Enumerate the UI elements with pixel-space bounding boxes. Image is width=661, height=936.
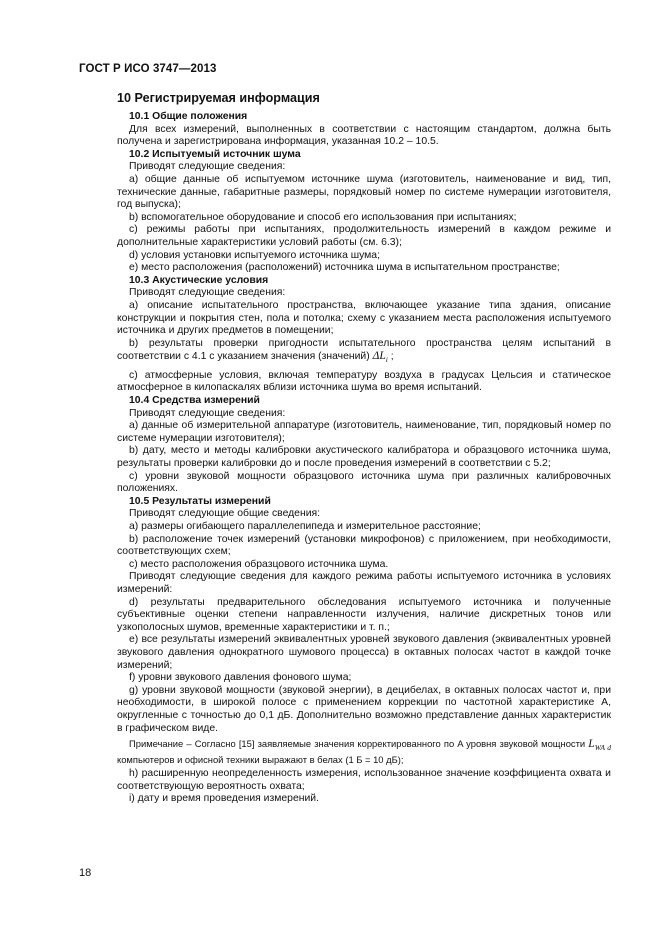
subsection-title-10-5: 10.5 Результаты измерений (129, 495, 271, 507)
list-item: c) атмосферные условия, включая температуру воздуха в градусах Цельсия и статическое атмосферное в килопаскалях вблизи источника шума во время испытаний. (117, 369, 611, 394)
subsection-title-10-2: 10.2 Испытуемый источник шума (129, 148, 301, 160)
list-item: а) общие данные об испытуемом источнике шума (изготовитель, наименование и вид, тип, технические данные, габаритные размеры, порядковый номер по системе нумерации изготовителя, год выпуска); (117, 173, 611, 211)
page-content (117, 91, 611, 806)
list-item: а) размеры огибающего параллелепипеда и измерительное расстояние; (129, 521, 481, 532)
running-header: ГОСТ Р ИСО 3747—2013 (79, 63, 217, 75)
list-item-text: b) результаты проверки пригодности испытательного пространства целям испытаний в соответствии с 4.1 с указанием значения (значений) (117, 337, 611, 363)
list-item: c) режимы работы при испытаниях, продолжительность измерений в каждом режиме и дополнительные характеристики условий работы (см. 6.3); (117, 224, 611, 248)
list-item: e) все результаты измерений эквивалентных уровней звукового давления (эквивалентных уровней звукового давления однократного шумового процесса) в октавных полосах частот в каждой точке измерений; (117, 634, 611, 671)
list-item: d) условия установки испытуемого источника шума; (129, 249, 380, 261)
list-item: b) дату, место и методы калибровки акустического калибратора и образцового источника шума, результаты проверки калибровки до и после проведения измерений в соответствии с 5.2; (117, 445, 611, 470)
list-item-text: ; (387, 351, 394, 363)
note-text: Примечание – Согласно [15] заявляемые значения корректированного по A уровня звуковой мощности (129, 738, 586, 750)
note (117, 738, 611, 766)
note-text: компьютеров и офисной техники выражают в белах (1 Б = 10 дБ); (117, 754, 404, 766)
delta-l-symbol: $\Delta L_i$ (372, 350, 388, 365)
list-item: i) дату и время проведения измерений. (129, 793, 319, 805)
list-item: а) данные об измерительной аппаратуре (изготовитель, наименование, тип, порядковый номер по системе нумерации изготовителя); (117, 420, 611, 444)
list-item: b) вспомогательное оборудование и способ его использования при испытаниях; (129, 211, 517, 223)
list-item: c) место расположения образцового источника шума. (129, 558, 389, 570)
list-item: f) уровни звукового давления фонового шума; (129, 672, 352, 684)
page-number: 18 (79, 867, 92, 879)
subsection-title-10-3: 10.3 Акустические условия (129, 274, 269, 286)
paragraph: Приводят следующие сведения: (129, 407, 286, 419)
list-item (117, 338, 611, 367)
list-item: d) результаты предварительного обследования испытуемого источника и полученные субъективные оценки степени направленности излучения, наличие дискретных тонов или узкополосных шумов, временные характеристики и т. п.; (117, 596, 611, 633)
list-item: b) расположение точек измерений (установки микрофонов) с приложением, при необходимости, соответствующих схем; (117, 533, 611, 558)
subsection-title-10-4: 10.4 Средства измерений (129, 395, 260, 407)
list-item: а) описание испытательного пространства, включающее указание типа здания, описание конструкции и покрытия стен, пола и потолка; схему с указанием места расположения испытуемого источника и других предметов в помещении; (117, 299, 611, 337)
section-title: 10 Регистрируемая информация (117, 91, 320, 105)
list-item: g) уровни звуковой мощности (звуковой энергии), в децибелах, в октавных полосах частот и, при необходимости, в широкой полосе с применением коррекции по частотной характеристике A, округленные с точностью до 0,1 дБ. Дополнительно возможно представление данных характеристик в графическом виде. (117, 684, 611, 734)
paragraph: Приводят следующие сведения: (129, 287, 286, 299)
paragraph: Приводят следующие сведения: (129, 161, 286, 173)
paragraph: Для всех измерений, выполненных в соответствии с настоящим стандартом, должна быть получена и зарегистрирована информация, указанная 10.2 – 10.5. (117, 123, 611, 148)
list-item: h) расширенную неопределенность измерения, использованное значение коэффициента охвата и соответствующую вероятность охвата; (117, 768, 611, 792)
list-item: c) уровни звуковой мощности образцового источника шума при различных калибровочных положениях. (117, 470, 611, 495)
lwad-symbol: $L_{WA d}$ (588, 738, 612, 753)
paragraph: Приводят следующие сведения для каждого режима работы испытуемого источника в условиях измерений: (117, 571, 611, 595)
paragraph: Приводят следующие общие сведения: (129, 508, 321, 520)
subsection-title-10-1: 10.1 Общие положения (129, 111, 248, 122)
list-item: e) место расположения (расположений) источника шума в испытательном пространстве; (129, 262, 560, 274)
